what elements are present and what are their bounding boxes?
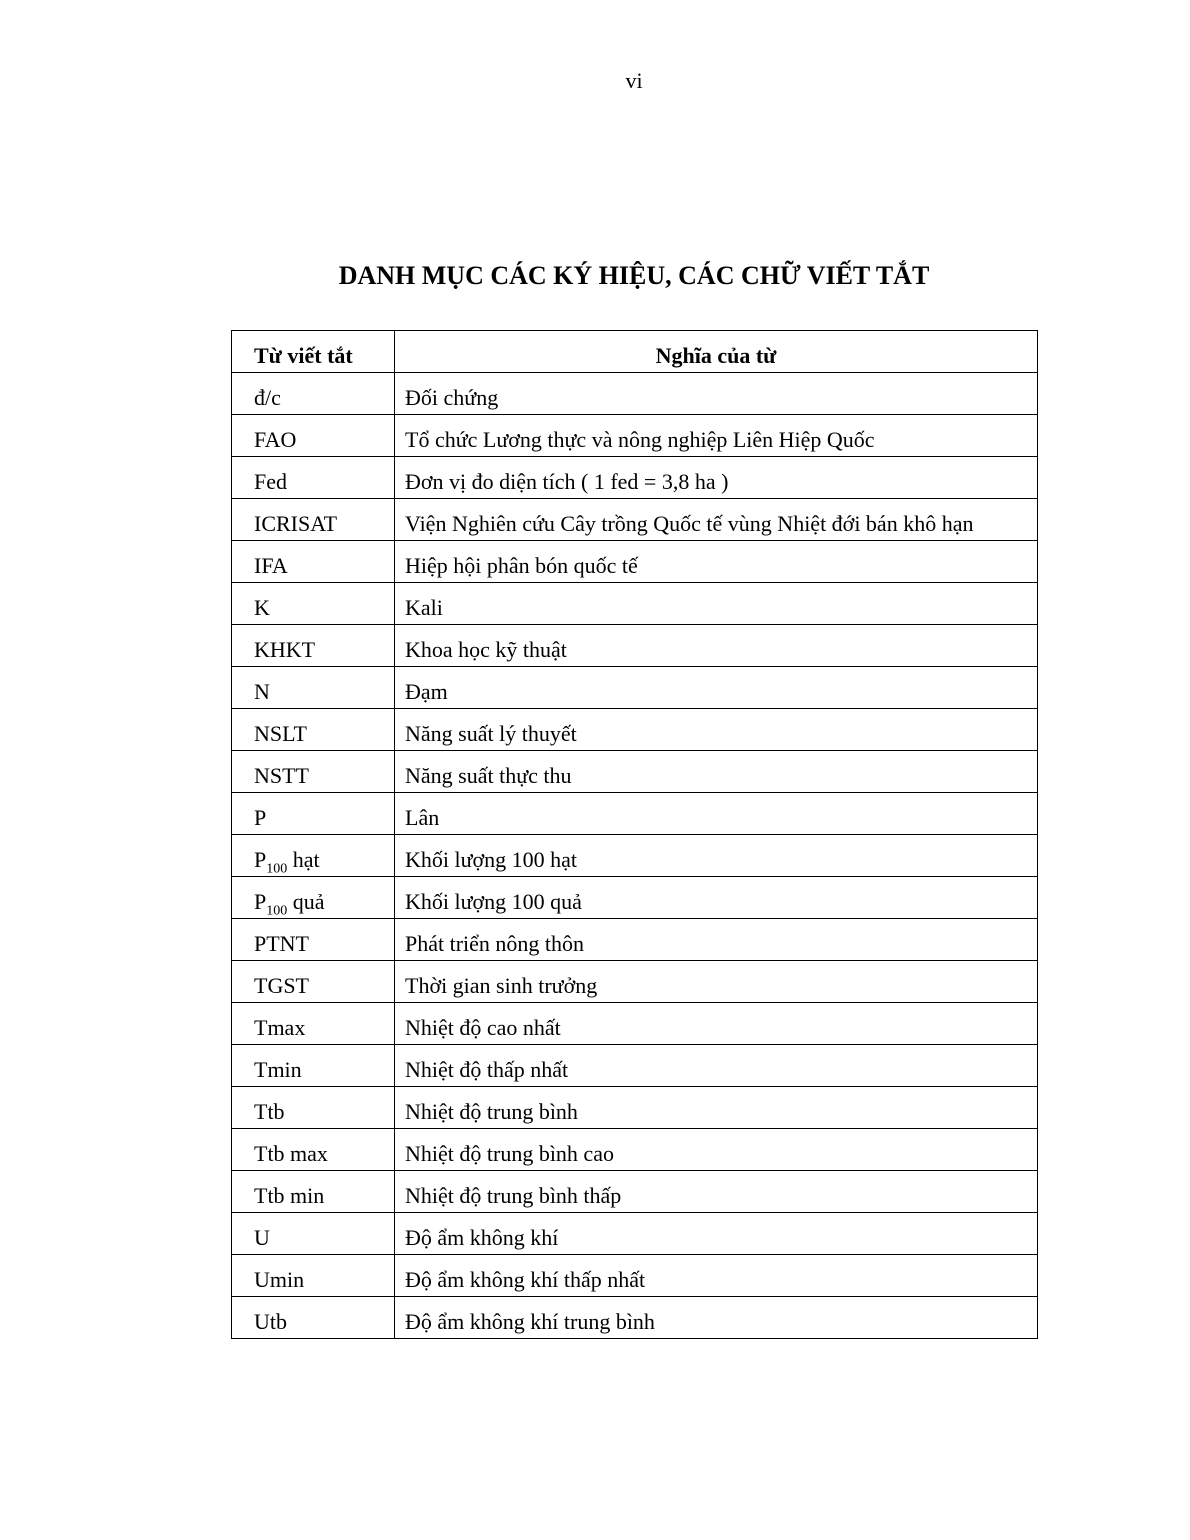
abbr-cell: Fed [232,457,395,499]
abbr-cell: TGST [232,961,395,1003]
table-row [232,499,1038,541]
meaning-cell: Khối lượng 100 quả [395,877,1038,919]
table-row [232,415,1038,457]
abbr-cell: Tmax [232,1003,395,1045]
meaning-cell: Nhiệt độ trung bình [395,1087,1038,1129]
table-row [232,1129,1038,1171]
meaning-cell: Nhiệt độ cao nhất [395,1003,1038,1045]
table-header-row [232,331,1038,373]
meaning-cell: Phát triển nông thôn [395,919,1038,961]
table-row [232,919,1038,961]
abbr-subscript: 100 [266,861,288,877]
meaning-cell: Hiệp hội phân bón quốc tế [395,541,1038,583]
meaning-cell: Năng suất thực thu [395,751,1038,793]
meaning-cell: Độ ẩm không khí trung bình [395,1297,1038,1339]
abbr-rest: quả [287,889,325,914]
abbr-cell: Umin [232,1255,395,1297]
table-row [232,583,1038,625]
meaning-cell: Tổ chức Lương thực và nông nghiệp Liên Hiệp Quốc [395,415,1038,457]
abbr-base: P [254,847,267,872]
abbr-base: P [254,889,267,914]
meaning-cell: Năng suất lý thuyết [395,709,1038,751]
table-row [232,1087,1038,1129]
abbr-cell: Tmin [232,1045,395,1087]
meaning-cell: Nhiệt độ trung bình thấp [395,1171,1038,1213]
header-meaning: Nghĩa của từ [395,331,1038,373]
table-row [232,1213,1038,1255]
table-row [232,541,1038,583]
header-abbreviation: Từ viết tắt [232,331,395,373]
meaning-cell: Lân [395,793,1038,835]
meaning-cell: Đơn vị đo diện tích ( 1 fed = 3,8 ha ) [395,457,1038,499]
meaning-cell: Viện Nghiên cứu Cây trồng Quốc tế vùng Nhiệt đới bán khô hạn [395,499,1038,541]
abbr-cell: KHKT [232,625,395,667]
meaning-cell: Đạm [395,667,1038,709]
meaning-cell: Độ ẩm không khí thấp nhất [395,1255,1038,1297]
meaning-cell: Thời gian sinh trưởng [395,961,1038,1003]
abbr-cell: K [232,583,395,625]
table-row [232,625,1038,667]
meaning-cell: Nhiệt độ trung bình cao [395,1129,1038,1171]
abbr-cell: Utb [232,1297,395,1339]
abbr-cell: Ttb [232,1087,395,1129]
table-row [232,1003,1038,1045]
table-row [232,835,1038,877]
table-row [232,751,1038,793]
abbr-cell: đ/c [232,373,395,415]
abbr-cell: Ttb min [232,1171,395,1213]
abbr-rest: hạt [287,847,320,872]
abbr-cell: FAO [232,415,395,457]
abbr-cell: Ttb max [232,1129,395,1171]
meaning-cell: Độ ẩm không khí [395,1213,1038,1255]
meaning-cell: Nhiệt độ thấp nhất [395,1045,1038,1087]
table-row [232,709,1038,751]
abbr-subscript: 100 [266,903,288,919]
table-row [232,457,1038,499]
abbr-cell: NSTT [232,751,395,793]
abbr-cell: ICRISAT [232,499,395,541]
abbr-cell: NSLT [232,709,395,751]
abbr-cell: P [232,793,395,835]
abbr-cell: N [232,667,395,709]
table-row [232,1255,1038,1297]
page-title: DANH MỤC CÁC KÝ HIỆU, CÁC CHỮ VIẾT TẮT [338,261,930,290]
meaning-cell: Khoa học kỹ thuật [395,625,1038,667]
abbr-cell [232,835,395,877]
table-row [232,793,1038,835]
table-row [232,1297,1038,1339]
abbreviations-table [231,330,1038,1339]
page-number: vi [625,68,643,93]
abbr-cell [232,877,395,919]
table-row [232,961,1038,1003]
table-row [232,1045,1038,1087]
abbr-cell: U [232,1213,395,1255]
meaning-cell: Kali [395,583,1038,625]
table-row [232,877,1038,919]
meaning-cell: Khối lượng 100 hạt [395,835,1038,877]
abbr-cell: PTNT [232,919,395,961]
table-row [232,667,1038,709]
table-row [232,373,1038,415]
table-body [232,373,1038,1339]
meaning-cell: Đối chứng [395,373,1038,415]
abbr-cell: IFA [232,541,395,583]
table-row [232,1171,1038,1213]
